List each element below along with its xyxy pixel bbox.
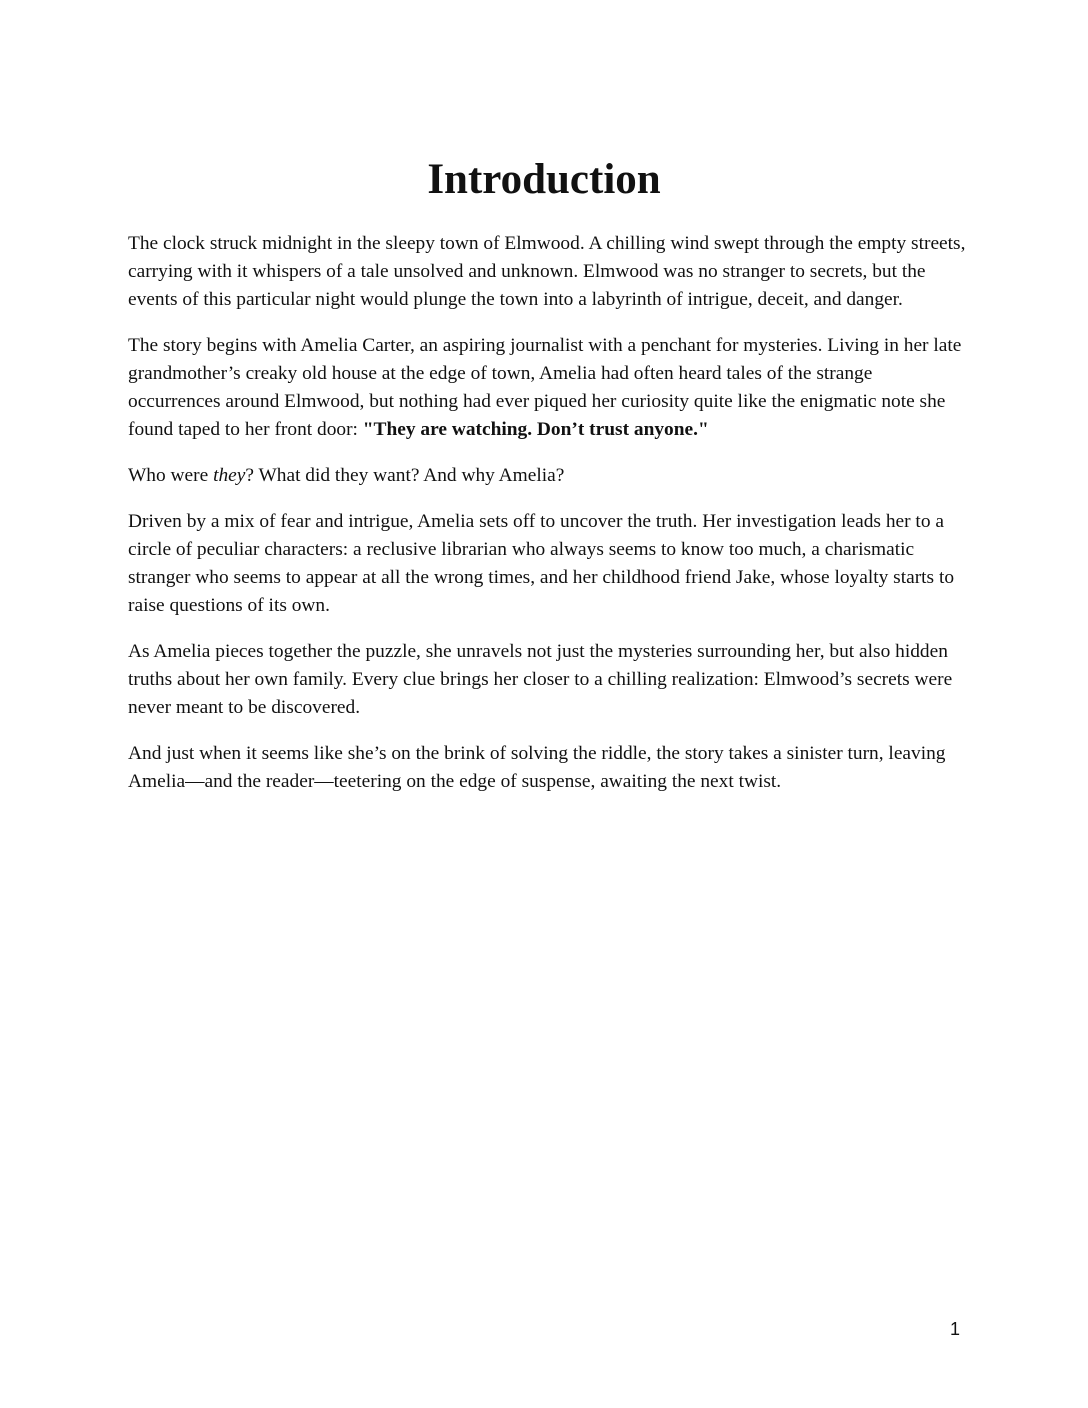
paragraph-6: And just when it seems like she’s on the brink of solving the riddle, the story takes a sinister turn, leaving Amelia—and the reader—teetering on the edge of suspense, awaiting the next twist. (128, 743, 946, 792)
paragraph-3-end: ? What did they want? And why Amelia? (245, 465, 565, 486)
note-quote: "They are watching. Don’t trust anyone." (362, 419, 709, 440)
page-number: 1 (949, 1319, 960, 1339)
paragraph-4: Driven by a mix of fear and intrigue, Amelia sets off to uncover the truth. Her investigation leads her to a circle of peculiar characters: a reclusive librarian who always seems to know too much, a charismatic stranger who seems to appear at all the wrong times, and her childhood friend Jake, whose loyalty starts to raise questions of its own. (128, 511, 955, 616)
paragraph-3-start: Who were (128, 465, 214, 486)
emphasis-they: they (213, 465, 246, 486)
chapter-title: Introduction (427, 156, 661, 203)
paragraph-3 (128, 462, 968, 490)
paragraph-2 (128, 332, 968, 444)
paragraph-2-text: The story begins with Amelia Carter, an aspiring journalist with a penchant for mysteries. Living in her late grandmother’s creaky old house at the edge of town, Amelia had often heard tales of the strange occurrences around Elmwood, but nothing had ever piqued her curiosity quite like the enigmatic note she found taped to her front door: (128, 335, 962, 440)
paragraph-1: The clock struck midnight in the sleepy town of Elmwood. A chilling wind swept through the empty streets, carrying with it whispers of a tale unsolved and unknown. Elmwood was no stranger to secrets, but the events of this particular night would plunge the town into a labyrinth of intrigue, deceit, and danger. (128, 233, 966, 310)
chapter-body (128, 230, 968, 814)
paragraph-5: As Amelia pieces together the puzzle, she unravels not just the mysteries surrounding her, but also hidden truths about her own family. Every clue brings her closer to a chilling realization: Elmwood’s secrets were never meant to be discovered. (128, 641, 953, 718)
